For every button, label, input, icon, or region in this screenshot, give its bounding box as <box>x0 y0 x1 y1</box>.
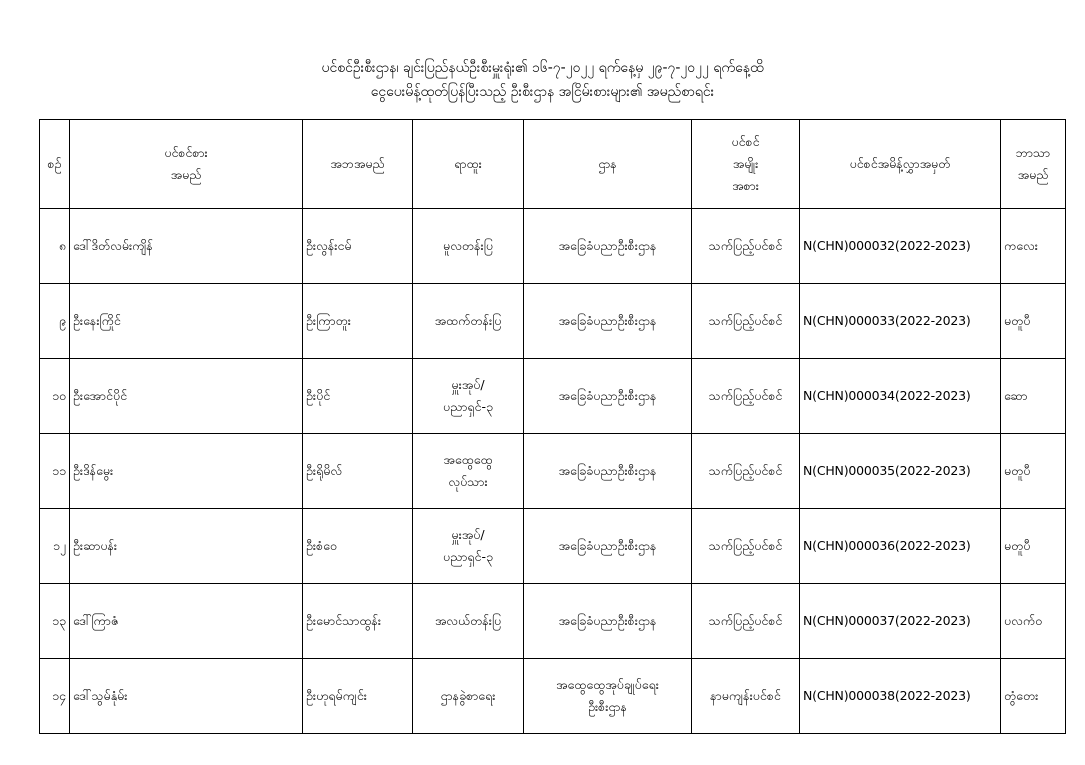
table-row <box>40 434 1066 509</box>
cell-position: မှူးအုပ်/ ပညာရှင်-၃ <box>413 509 524 584</box>
table-row <box>40 659 1066 734</box>
cell-name: ဦးဆာပန်း <box>70 509 303 584</box>
cell-name: ဒေါ်ကြာဇံ <box>70 584 303 659</box>
cell-name: ဒေါ်သွမ်နုံမ်း <box>70 659 303 734</box>
cell-pension-type: နာမကျန်းပင်စင် <box>692 659 800 734</box>
cell-father: ဦးကြာတူး <box>303 284 413 359</box>
cell-no: ၁၂ <box>40 509 70 584</box>
cell-order-number: N(CHN)000038(2022-2023) <box>800 659 1001 734</box>
cell-position: မူလတန်းပြ <box>413 209 524 284</box>
cell-order-number: N(CHN)000036(2022-2023) <box>800 509 1001 584</box>
table-header-row <box>40 120 1066 209</box>
cell-position: အထွေထွေ လုပ်သား <box>413 434 524 509</box>
cell-position: မှူးအုပ်/ ပညာရှင်-၃ <box>413 359 524 434</box>
cell-religion: ဆော <box>1001 359 1066 434</box>
cell-no: ၉ <box>40 284 70 359</box>
cell-department: အခြေခံပညာဦးစီးဌာန <box>524 359 692 434</box>
cell-pension-type: သက်ပြည့်ပင်စင် <box>692 509 800 584</box>
cell-pension-type: သက်ပြည့်ပင်စင် <box>692 359 800 434</box>
cell-order-number: N(CHN)000037(2022-2023) <box>800 584 1001 659</box>
cell-no: ၁၃ <box>40 584 70 659</box>
cell-department: အခြေခံပညာဦးစီးဌာန <box>524 584 692 659</box>
header-no: စဉ် <box>40 120 70 209</box>
cell-pension-type: သက်ပြည့်ပင်စင် <box>692 284 800 359</box>
cell-order-number: N(CHN)000032(2022-2023) <box>800 209 1001 284</box>
table-row <box>40 359 1066 434</box>
cell-pension-type: သက်ပြည့်ပင်စင် <box>692 584 800 659</box>
header-pensioner-name: ပင်စင်စား အမည် <box>70 120 303 209</box>
table-row <box>40 584 1066 659</box>
cell-department: အခြေခံပညာဦးစီးဌာန <box>524 509 692 584</box>
pensioner-table <box>39 119 1066 734</box>
cell-father: ဦးရိုမိလ် <box>303 434 413 509</box>
cell-religion: မတူပီ <box>1001 284 1066 359</box>
cell-father: ဦးမောင်သာထွန်း <box>303 584 413 659</box>
cell-father: ဦးစံဝေ <box>303 509 413 584</box>
cell-father: ဦးလွန်းငမ် <box>303 209 413 284</box>
cell-department: အခြေခံပညာဦးစီးဌာန <box>524 434 692 509</box>
cell-no: ၁၁ <box>40 434 70 509</box>
table-row <box>40 209 1066 284</box>
cell-position: အလယ်တန်းပြ <box>413 584 524 659</box>
cell-father: ဦးဟုရမ်ကျင်း <box>303 659 413 734</box>
cell-religion: မတူပီ <box>1001 434 1066 509</box>
header-position: ရာထူး <box>413 120 524 209</box>
table-row <box>40 284 1066 359</box>
cell-father: ဦးပိုင် <box>303 359 413 434</box>
header-father-name: အဘအမည် <box>303 120 413 209</box>
header-religion: ဘာသာ အမည် <box>1001 120 1066 209</box>
cell-religion: တွံတေး <box>1001 659 1066 734</box>
cell-name: ဦးအောင်ပိုင် <box>70 359 303 434</box>
cell-order-number: N(CHN)000034(2022-2023) <box>800 359 1001 434</box>
cell-order-number: N(CHN)000035(2022-2023) <box>800 434 1001 509</box>
cell-pension-type: သက်ပြည့်ပင်စင် <box>692 209 800 284</box>
cell-position: ဌာနခွဲစာရေး <box>413 659 524 734</box>
cell-name: ဦးနေးကြိုင် <box>70 284 303 359</box>
cell-no: ၈ <box>40 209 70 284</box>
cell-no: ၁၀ <box>40 359 70 434</box>
cell-position: အထက်တန်းပြ <box>413 284 524 359</box>
cell-religion: ပလက်ဝ <box>1001 584 1066 659</box>
cell-department: အခြေခံပညာဦးစီးဌာန <box>524 284 692 359</box>
cell-name: ဦးဒိန်မွေး <box>70 434 303 509</box>
header-department: ဌာန <box>524 120 692 209</box>
header-order-number: ပင်စင်အမိန့်လွှာအမှတ် <box>800 120 1001 209</box>
cell-department: အထွေထွေအုပ်ချုပ်ရေး ဦးစီးဌာန <box>524 659 692 734</box>
header-pension-type: ပင်စင် အမျိုး အစား <box>692 120 800 209</box>
cell-religion: ကလေး <box>1001 209 1066 284</box>
cell-department: အခြေခံပညာဦးစီးဌာန <box>524 209 692 284</box>
page-title-line-1: ပင်စင်ဦးစီးဌာန၊ ချင်းပြည်နယ်ဦးစီးမှူးရုံး၏ ၁၆-၇-၂၀၂၂ ရက်နေ့မှ ၂၉-၇-၂၀၂၂ ရက်နေ့ထိ <box>321 60 764 76</box>
cell-religion: မတူပီ <box>1001 509 1066 584</box>
cell-name: ဒေါ်ဒိတ်လမ်းကျိန် <box>70 209 303 284</box>
cell-order-number: N(CHN)000033(2022-2023) <box>800 284 1001 359</box>
cell-pension-type: သက်ပြည့်ပင်စင် <box>692 434 800 509</box>
table-row <box>40 509 1066 584</box>
page-title-line-2: ငွေပေးမိန့်ထုတ်ပြန်ပြီးသည့် ဦးစီးဌာန အငြိမ်းစားများ၏ အမည်စာရင်း <box>370 84 715 100</box>
cell-no: ၁၄ <box>40 659 70 734</box>
